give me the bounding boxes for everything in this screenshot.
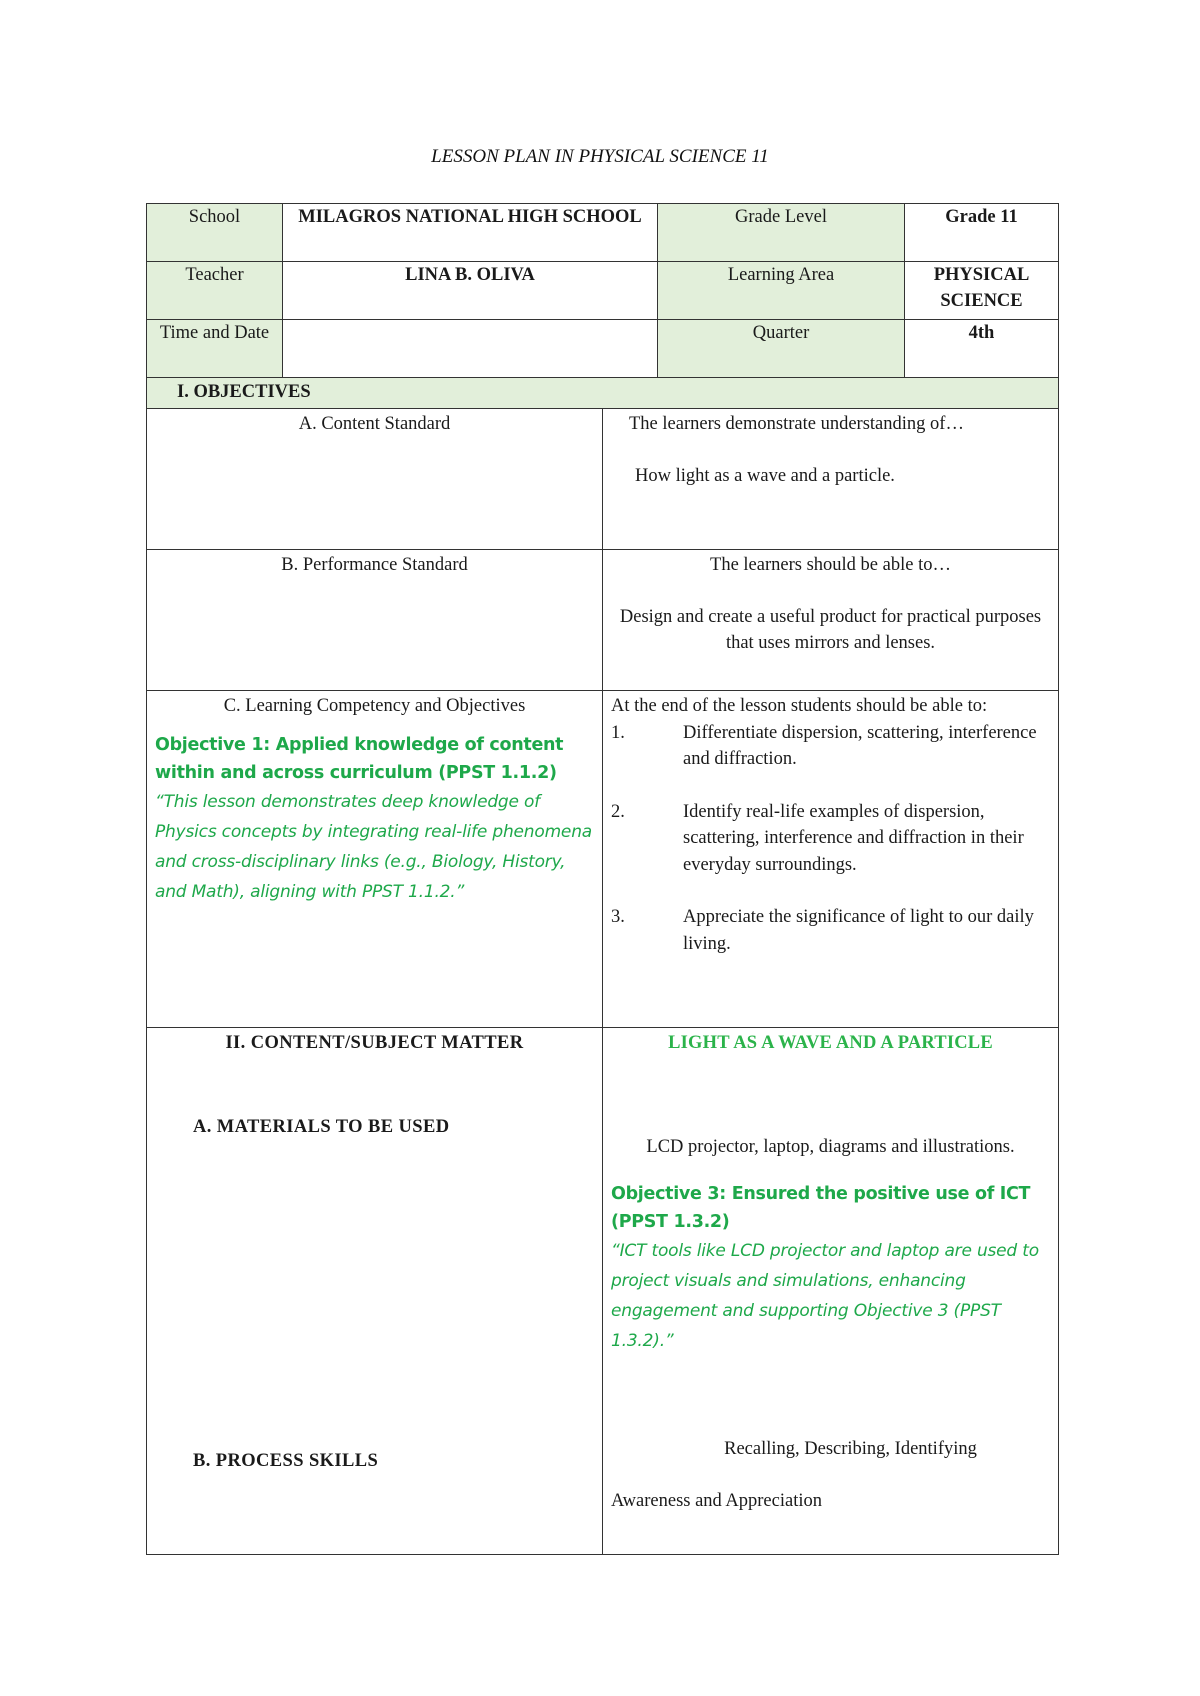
performance-standard-label: B. Performance Standard xyxy=(147,550,603,691)
content-standard-cell xyxy=(603,409,1059,550)
materials-label: A. MATERIALS TO BE USED xyxy=(193,1117,450,1137)
teacher-label: Teacher xyxy=(147,262,283,320)
objective-1-heading: Objective 1: Applied knowledge of content within and across curriculum (PPST 1.1.2) xyxy=(155,735,564,783)
competency-item: 3. Appreciate the significance of light to our daily living. xyxy=(611,907,1034,954)
competency-intro: At the end of the lesson students should be able to: xyxy=(611,696,988,716)
objective-1-note: “This lesson demonstrates deep knowledge of Physics concepts by integrating real-life phenomena and cross-disciplinary links (e.g., Biology, History, and Math), aligning with PPST 1.1.2.” xyxy=(155,792,592,902)
quarter-value: 4th xyxy=(905,320,1059,378)
quarter-label: Quarter xyxy=(658,320,905,378)
objective-3-note: “ICT tools like LCD projector and laptop are used to project visuals and simulations, enhancing engagement and supporting Objective 3 (PPST 1.3.2).” xyxy=(611,1241,1039,1351)
time-date-label: Time and Date xyxy=(147,320,283,378)
school-value: MILAGROS NATIONAL HIGH SCHOOL xyxy=(283,204,658,262)
content-standard-label: A. Content Standard xyxy=(147,409,603,550)
teacher-value: LINA B. OLIVA xyxy=(283,262,658,320)
content-labels-cell xyxy=(147,1028,603,1555)
competency-label: C. Learning Competency and Objectives xyxy=(223,696,526,716)
process-skills-value-2: Awareness and Appreciation xyxy=(611,1491,822,1511)
competency-item: 2. Identify real-life examples of dispersion, scattering, interference and diffraction in their everyday surroundings. xyxy=(611,801,1024,875)
materials-value: LCD projector, laptop, diagrams and illustrations. xyxy=(646,1137,1015,1157)
grade-level-value: Grade 11 xyxy=(905,204,1059,262)
competency-label-cell xyxy=(147,691,603,1028)
process-skills-value: Recalling, Describing, Identifying xyxy=(724,1439,977,1459)
lesson-body-table xyxy=(146,377,1059,1555)
objective-3-heading: Objective 3: Ensured the positive use of ICT (PPST 1.3.2) xyxy=(611,1184,1031,1232)
learning-area-label: Learning Area xyxy=(658,262,905,320)
performance-standard-text: Design and create a useful product for practical purposes that uses mirrors and lenses. xyxy=(619,607,1042,653)
competency-item: 1. Differentiate dispersion, scattering, interference and diffraction. xyxy=(611,722,1037,769)
competency-objectives-cell xyxy=(603,691,1059,1028)
content-heading: II. CONTENT/SUBJECT MATTER xyxy=(225,1033,524,1053)
header-info-table xyxy=(146,203,1059,378)
topic-title: LIGHT AS A WAVE AND A PARTICLE xyxy=(668,1033,993,1053)
grade-level-label: Grade Level xyxy=(658,204,905,262)
content-standard-text: How light as a wave and a particle. xyxy=(635,466,895,486)
performance-standard-intro: The learners should be able to… xyxy=(710,555,951,575)
learning-area-value: PHYSICAL SCIENCE xyxy=(905,262,1059,320)
process-skills-label: B. PROCESS SKILLS xyxy=(193,1451,379,1471)
school-label: School xyxy=(147,204,283,262)
content-standard-intro: The learners demonstrate understanding of… xyxy=(629,414,964,434)
content-values-cell xyxy=(603,1028,1059,1555)
performance-standard-cell xyxy=(603,550,1059,691)
document-title: LESSON PLAN IN PHYSICAL SCIENCE 11 xyxy=(431,146,769,167)
objectives-heading: I. OBJECTIVES xyxy=(147,378,1059,409)
time-date-value xyxy=(283,320,658,378)
